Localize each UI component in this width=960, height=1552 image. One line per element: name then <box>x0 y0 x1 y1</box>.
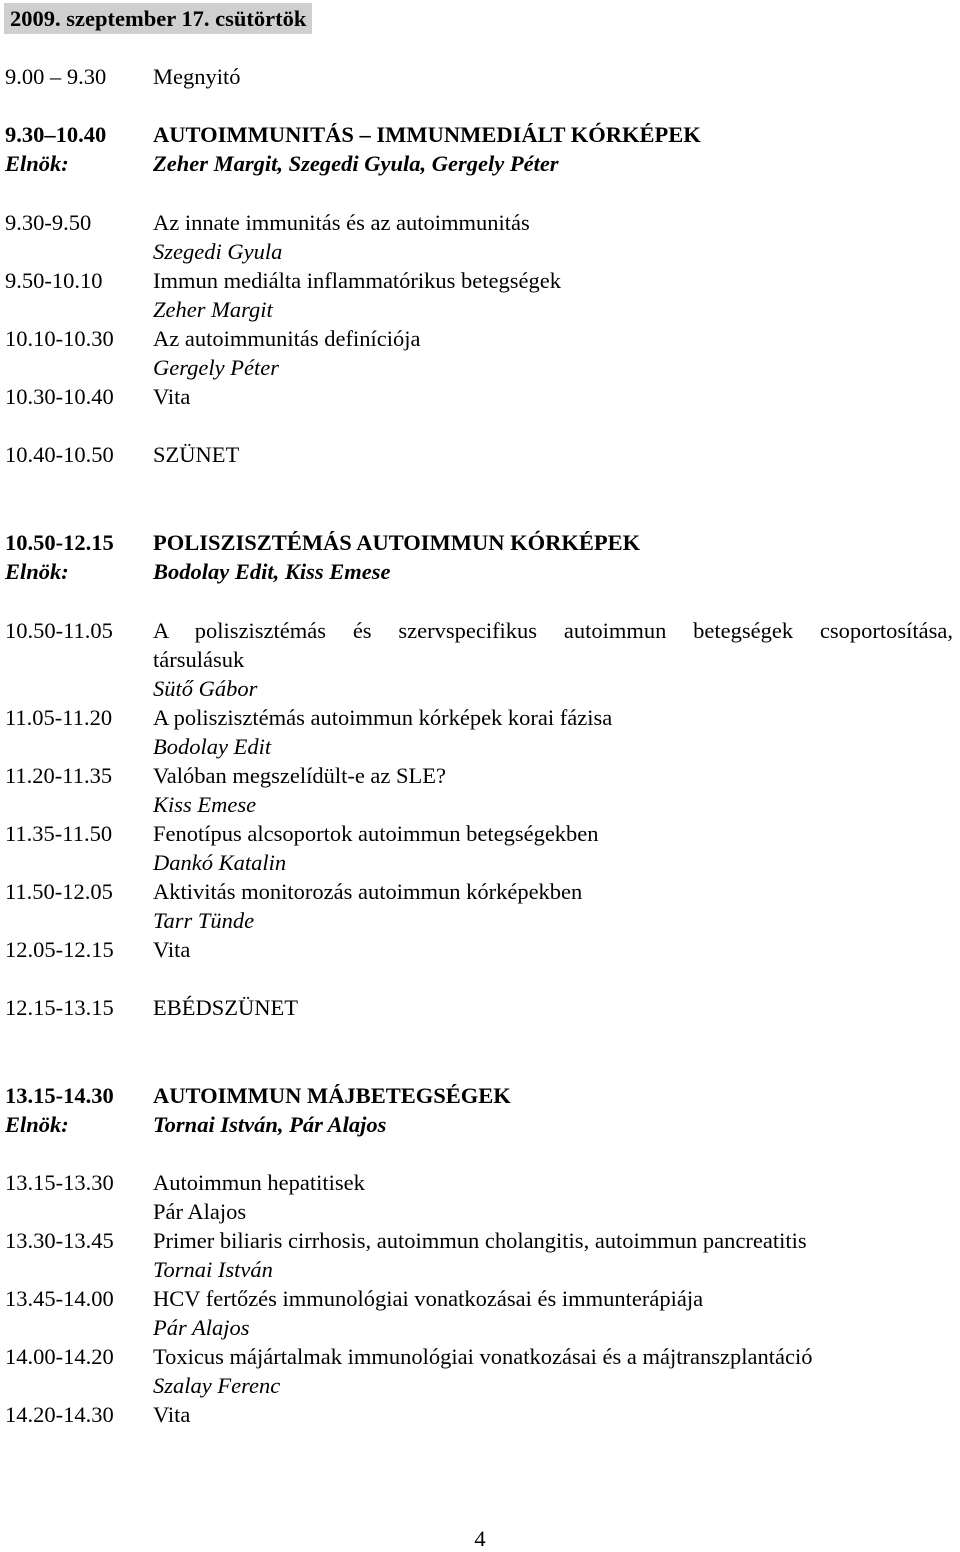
time-slot: 9.50-10.10 <box>5 268 103 293</box>
talk-row <box>5 324 960 353</box>
time-slot: 11.35-11.50 <box>5 821 113 846</box>
speaker-name: Szalay Ferenc <box>153 1373 281 1398</box>
break-row <box>5 440 960 469</box>
speaker-row <box>5 848 960 877</box>
talk-row <box>5 1342 960 1371</box>
session-title: AUTOIMMUNITÁS – IMMUNMEDIÁLT KÓRKÉPEK <box>153 122 701 147</box>
speaker-row <box>5 1197 960 1226</box>
chair-label: Elnök: <box>5 559 69 584</box>
chair-row <box>5 1110 960 1139</box>
chair-names: Zeher Margit, Szegedi Gyula, Gergely Péter <box>153 151 559 176</box>
talk-row <box>5 703 960 732</box>
talk-title: Aktivitás monitorozás autoimmun kórképekben <box>153 879 583 904</box>
speaker-row <box>5 906 960 935</box>
talk-row <box>5 877 960 906</box>
time-slot: 12.05-12.15 <box>5 937 114 962</box>
talk-title: Fenotípus alcsoportok autoimmun betegségekben <box>153 821 599 846</box>
session-title: Megnyitó <box>153 64 241 89</box>
time-slot: 9.30-9.50 <box>5 210 92 235</box>
talk-title: Immun mediálta inflammatórikus betegségek <box>153 268 562 293</box>
time-slot: 9.00 – 9.30 <box>5 64 107 89</box>
session-title: AUTOIMMUN MÁJBETEGSÉGEK <box>153 1083 511 1108</box>
speaker-row <box>5 1313 960 1342</box>
time-slot: 11.20-11.35 <box>5 763 113 788</box>
talk-title-continuation <box>5 645 960 674</box>
chair-names: Tornai István, Pár Alajos <box>153 1112 387 1137</box>
talk-row <box>5 616 960 645</box>
time-slot: 13.45-14.00 <box>5 1286 114 1311</box>
session-header <box>5 528 960 557</box>
chair-row <box>5 149 960 178</box>
speaker-row <box>5 295 960 324</box>
speaker-name: Tarr Tünde <box>153 908 255 933</box>
talk-title: HCV fertőzés immunológiai vonatkozásai és immunterápiája <box>153 1286 704 1311</box>
talk-title: Valóban megszelídült-e az SLE? <box>153 763 447 788</box>
discussion-row <box>5 935 960 964</box>
speaker-row <box>5 790 960 819</box>
speaker-row <box>5 732 960 761</box>
discussion-title: Vita <box>153 384 191 409</box>
talk-title: A poliszisztémás és szervspecifikus autoimmun betegségek csoportosítása, <box>153 618 953 643</box>
talk-title: Az autoimmunitás definíciója <box>153 326 421 351</box>
discussion-title: Vita <box>153 1402 191 1427</box>
session-title: POLISZISZTÉMÁS AUTOIMMUN KÓRKÉPEK <box>153 530 641 555</box>
time-slot: 10.50-11.05 <box>5 618 113 643</box>
time-slot: 10.10-10.30 <box>5 326 114 351</box>
speaker-name: Kiss Emese <box>153 792 257 817</box>
talk-title-cont: társulásuk <box>153 647 245 672</box>
talk-row <box>5 819 960 848</box>
speaker-name: Bodolay Edit <box>153 734 272 759</box>
time-slot: 11.50-12.05 <box>5 879 113 904</box>
chair-label: Elnök: <box>5 151 69 176</box>
speaker-name: Tornai István <box>153 1257 273 1282</box>
lunch-row <box>5 993 960 1022</box>
speaker-name: Gergely Péter <box>153 355 279 380</box>
break-title: SZÜNET <box>153 442 240 467</box>
time-slot: 14.20-14.30 <box>5 1402 114 1427</box>
discussion-title: Vita <box>153 937 191 962</box>
time-slot: 14.00-14.20 <box>5 1344 114 1369</box>
speaker-row <box>5 1255 960 1284</box>
talk-title: Az innate immunitás és az autoimmunitás <box>153 210 530 235</box>
talk-row <box>5 1168 960 1197</box>
talk-title: A poliszisztémás autoimmun kórképek korai fázisa <box>153 705 613 730</box>
agenda-row-opening <box>5 62 960 91</box>
chair-label: Elnök: <box>5 1112 69 1137</box>
speaker-name: Dankó Katalin <box>153 850 287 875</box>
time-slot: 11.05-11.20 <box>5 705 113 730</box>
time-slot: 13.30-13.45 <box>5 1228 114 1253</box>
time-slot: 13.15-13.30 <box>5 1170 114 1195</box>
discussion-row <box>5 382 960 411</box>
time-slot: 13.15-14.30 <box>5 1083 114 1108</box>
time-slot: 10.50-12.15 <box>5 530 114 555</box>
date-header: 2009. szeptember 17. csütörtök <box>4 3 312 34</box>
session-header <box>5 1081 960 1110</box>
speaker-name: Pár Alajos <box>153 1315 250 1340</box>
talk-title: Toxicus májártalmak immunológiai vonatkozásai és a májtranszplantáció <box>153 1344 813 1369</box>
speaker-row <box>5 353 960 382</box>
speaker-name: Sütő Gábor <box>153 676 258 701</box>
time-slot: 10.30-10.40 <box>5 384 114 409</box>
page-number: 4 <box>474 1526 486 1551</box>
talk-title: Primer biliaris cirrhosis, autoimmun cholangitis, autoimmun pancreatitis <box>153 1228 807 1253</box>
speaker-row <box>5 1371 960 1400</box>
speaker-name: Zeher Margit <box>153 297 273 322</box>
speaker-name: Pár Alajos <box>153 1199 247 1224</box>
speaker-name: Szegedi Gyula <box>153 239 283 264</box>
speaker-row <box>5 674 960 703</box>
talk-row <box>5 208 960 237</box>
time-slot: 9.30–10.40 <box>5 122 107 147</box>
chair-row <box>5 557 960 586</box>
talk-title: Autoimmun hepatitisek <box>153 1170 365 1195</box>
session-header <box>5 120 960 149</box>
talk-row <box>5 1226 960 1255</box>
talk-row <box>5 266 960 295</box>
break-title: EBÉDSZÜNET <box>153 995 298 1020</box>
time-slot: 10.40-10.50 <box>5 442 114 467</box>
speaker-row <box>5 237 960 266</box>
talk-row <box>5 761 960 790</box>
chair-names: Bodolay Edit, Kiss Emese <box>153 559 391 584</box>
discussion-row <box>5 1400 960 1429</box>
talk-row <box>5 1284 960 1313</box>
time-slot: 12.15-13.15 <box>5 995 114 1020</box>
